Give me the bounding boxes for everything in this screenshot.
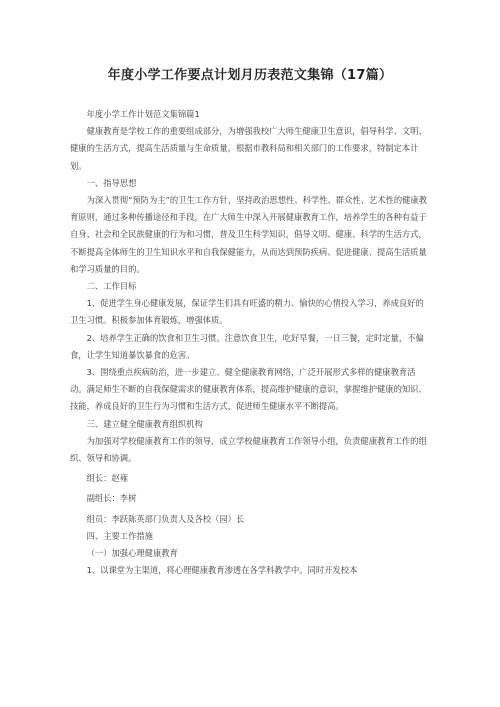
paragraph: 组长：赵雍: [86, 473, 129, 484]
list-item: 1、以课堂为主渠道，将心理健康教育渗透在各学科教学中。同时开发校本: [86, 565, 358, 576]
paragraph: 为深入贯彻“预防为主”的卫生工作方针，坚持政治思想性、科学性、群众性、艺术性的健康教育原则，通过多种传播途径和手段，在广大师生中深入开展健康教育工作，培养学生的各种有益于自身、社会和全民族健康的行为和习惯，普及卫生科学知识，倡导文明、健康、科学的生活方式，不断提高全体师生的卫生知识水平和自我保健能力，从而达到预防疾病、促进健康、提高生活质量和学习质量的目的。: [70, 195, 428, 274]
list-item: 3、围绕重点疾病防治，进一步建立、健全健康教育网络，广泛开展形式多样的健康教育活动。满足师生不断的自我保健需求的健康教育体系，提高维护健康的意识，掌握维护健康的知识、技能，养成良好的卫生行为习惯和生活方式，促进师生健康水平不断提高。: [70, 367, 427, 412]
document-body: [70, 106, 430, 579]
paragraph: 副组长：李树: [86, 493, 137, 504]
paragraph: 组员：李跃陈英部门负责人及各校（园）长: [86, 513, 245, 524]
subsection-heading: （一）加强心理健康教育: [86, 548, 178, 559]
list-item: 2、培养学生正确的饮食和卫生习惯。注意饮食卫生，吃好早餐，一日三餐，定时定量，不偏食，让学生知道暴饮暴食的危害。: [70, 332, 424, 360]
section-heading: 四、主要工作措施: [86, 530, 153, 541]
paragraph: 为加强对学校健康教育工作的领导，成立学校健康教育工作领导小组，负责健康教育工作的组织、领导和协调。: [70, 435, 427, 464]
section-heading: 三、建立健全健康教育组织机构: [86, 418, 203, 429]
section-heading: 二、工作目标: [86, 281, 137, 292]
paragraph: 健康教育是学校工作的重要组成部分，为增强我校广大师生健康卫生意识，倡导科学、文明、健康的生活方式，提高生活质量与生命质量，根据市教科局和相关部门的工作要求，特制定本计划。: [70, 126, 427, 171]
section-heading: 一、指导思想: [86, 177, 137, 188]
list-item: 1、促进学生身心健康发展，保证学生们具有旺盛的精力、愉快的心情投入学习，养成良好的卫生习惯。积极参加体育锻炼，增强体质。: [70, 298, 424, 326]
document-title: 年度小学工作要点计划月历表范文集锦（17篇）: [107, 68, 393, 83]
section-heading: 年度小学工作计划范文集锦篇1: [86, 109, 200, 119]
